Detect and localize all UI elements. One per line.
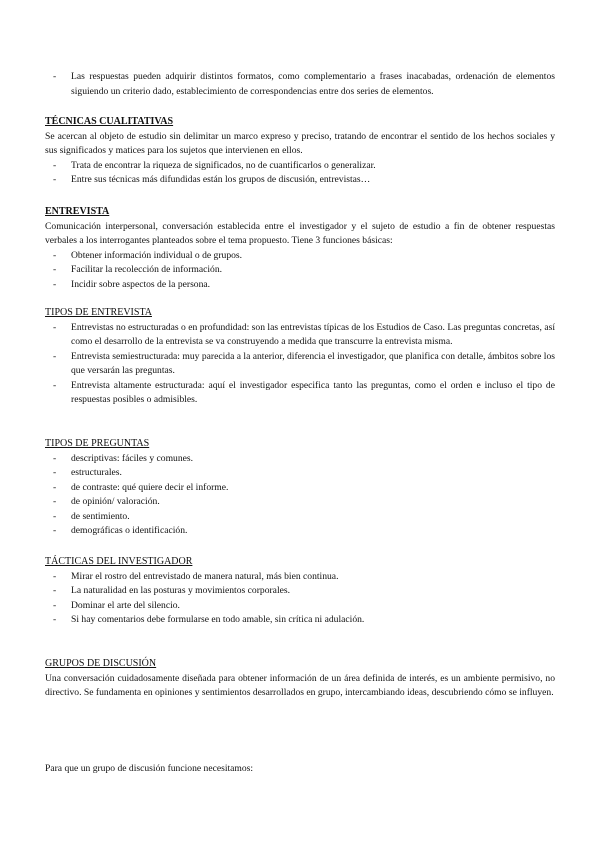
list-item-text: La naturalidad en las posturas y movimientos corporales. xyxy=(71,585,290,596)
list-item-text: Obtener información individual o de grupos. xyxy=(71,249,243,261)
list-item-text: Si hay comentarios debe formularse en todo amable, sin crítica ni adulación. xyxy=(71,614,365,625)
bullet-dash: - xyxy=(53,159,57,171)
list-item xyxy=(45,350,555,379)
section-heading: TÉCNICAS CUALITATIVAS xyxy=(45,116,174,127)
list-item-text: estructurales. xyxy=(71,467,122,478)
list-item xyxy=(45,510,555,525)
list-item xyxy=(45,524,555,539)
list-item xyxy=(45,263,555,278)
list-item-text: descriptivas: fáciles y comunes. xyxy=(71,452,194,464)
closing-section xyxy=(45,762,555,777)
list-item-text: de contraste: qué quiere decir el informe. xyxy=(71,481,229,493)
bullet-dash: - xyxy=(53,467,57,478)
bullet-dash: - xyxy=(53,481,57,493)
list-item-text: de sentimiento. xyxy=(71,510,130,522)
list-item xyxy=(45,159,555,174)
bullet-dash: - xyxy=(53,278,57,290)
bullet-dash: - xyxy=(53,496,57,507)
bullet-dash: - xyxy=(53,71,57,82)
section-paragraph: Comunicación interpersonal, conversación establecida entre el investigador y el sujeto de estudio a fin de obtener respuestas verbales a los interrogantes planteados sobre el tema propuesto. Tiene 3 funciones básicas: xyxy=(45,220,555,246)
section-heading: TIPOS DE PREGUNTAS xyxy=(45,438,150,449)
list-item xyxy=(45,599,555,614)
bullet-dash: - xyxy=(53,452,57,464)
list-item-text: Las respuestas pueden adquirir distintos formatos, como complementario a frases inacabadas, ordenación de elementos siguiendo un criterio dado, establecimiento de correspondencias entre dos series de elementos. xyxy=(71,71,555,97)
list-item xyxy=(45,466,555,481)
list-item xyxy=(45,321,555,350)
tacticas-section xyxy=(45,555,555,628)
tipos-preguntas-section xyxy=(45,437,555,539)
list-item-text: Trata de encontrar la riqueza de significados, no de cuantificarlos o generalizar. xyxy=(71,159,376,171)
section-paragraph: Una conversación cuidadosamente diseñada para obtener información de un área definida de interés, es un ambiente permisivo, no directivo. Se fundamenta en opiniones y sentimientos desarrollados en grupo, intercambiando ideas, descubriendo cómo se influyen. xyxy=(45,672,555,698)
section-heading: GRUPOS DE DISCUSIÓN xyxy=(45,658,157,669)
grupos-section xyxy=(45,657,555,701)
bullet-dash: - xyxy=(53,350,57,362)
bullet-dash: - xyxy=(53,379,57,391)
list-item xyxy=(45,584,555,599)
bullet-dash: - xyxy=(53,570,57,582)
list-item-text: Dominar el arte del silencio. xyxy=(71,599,180,611)
list-item xyxy=(45,249,555,264)
list-item xyxy=(45,495,555,510)
list-item xyxy=(45,173,555,188)
list-item-text: Mirar el rostro del entrevistado de manera natural, más bien continua. xyxy=(71,570,339,582)
entrevista-section xyxy=(45,205,555,292)
list-item-text: Entrevista semiestructurada: muy parecida a la anterior, diferencia el investigador, que planifica con detalle, ámbitos sobre los que versarán las preguntas. xyxy=(71,350,555,376)
bullet-dash: - xyxy=(53,264,57,275)
list-item xyxy=(45,613,555,628)
list-item xyxy=(45,70,555,99)
bullet-dash: - xyxy=(53,599,57,611)
list-item xyxy=(45,570,555,585)
list-item-text: Entre sus técnicas más difundidas están los grupos de discusión, entrevistas… xyxy=(71,174,371,185)
section-heading: ENTREVISTA xyxy=(45,206,110,217)
bullet-dash: - xyxy=(53,174,57,185)
list-item-text: Incidir sobre aspectos de la persona. xyxy=(71,278,211,290)
list-item-text: de opinión/ valoración. xyxy=(71,496,160,507)
list-item xyxy=(45,481,555,496)
bullet-dash: - xyxy=(53,510,57,522)
bullet-dash: - xyxy=(53,525,57,536)
list-item-text: Entrevistas no estructuradas o en profundidad: son las entrevistas típicas de los Estudios de Caso. Las preguntas concretas, así como el desarrollo de la entrevista se va construyendo a medida que transcurre la entrevista misma. xyxy=(71,321,555,347)
bullet-dash: - xyxy=(53,614,57,625)
list-item-text: demográficas o identificación. xyxy=(71,525,188,536)
bullet-dash: - xyxy=(53,585,57,596)
tecnicas-section xyxy=(45,115,555,188)
bullet-dash: - xyxy=(53,321,57,333)
bullet-dash: - xyxy=(53,249,57,261)
closing-line: Para que un grupo de discusión funcione necesitamos: xyxy=(45,763,254,774)
intro-section xyxy=(45,70,555,99)
list-item xyxy=(45,452,555,467)
list-item-text: Entrevista altamente estructurada: aquí el investigador especifica tanto las preguntas, como el orden e incluso el tipo de respuestas posibles o admisibles. xyxy=(71,379,555,405)
list-item-text: Facilitar la recolección de información. xyxy=(71,264,223,275)
tipos-entrevista-section xyxy=(45,306,555,408)
list-item xyxy=(45,278,555,293)
section-heading: TÁCTICAS DEL INVESTIGADOR xyxy=(45,556,193,567)
section-heading: TIPOS DE ENTREVISTA xyxy=(45,307,152,318)
section-paragraph: Se acercan al objeto de estudio sin delimitar un marco expreso y preciso, tratando de encontrar el sentido de los hechos sociales y sus significados y matices para los sujetos que intervienen en ellos. xyxy=(45,130,555,156)
list-item xyxy=(45,379,555,408)
